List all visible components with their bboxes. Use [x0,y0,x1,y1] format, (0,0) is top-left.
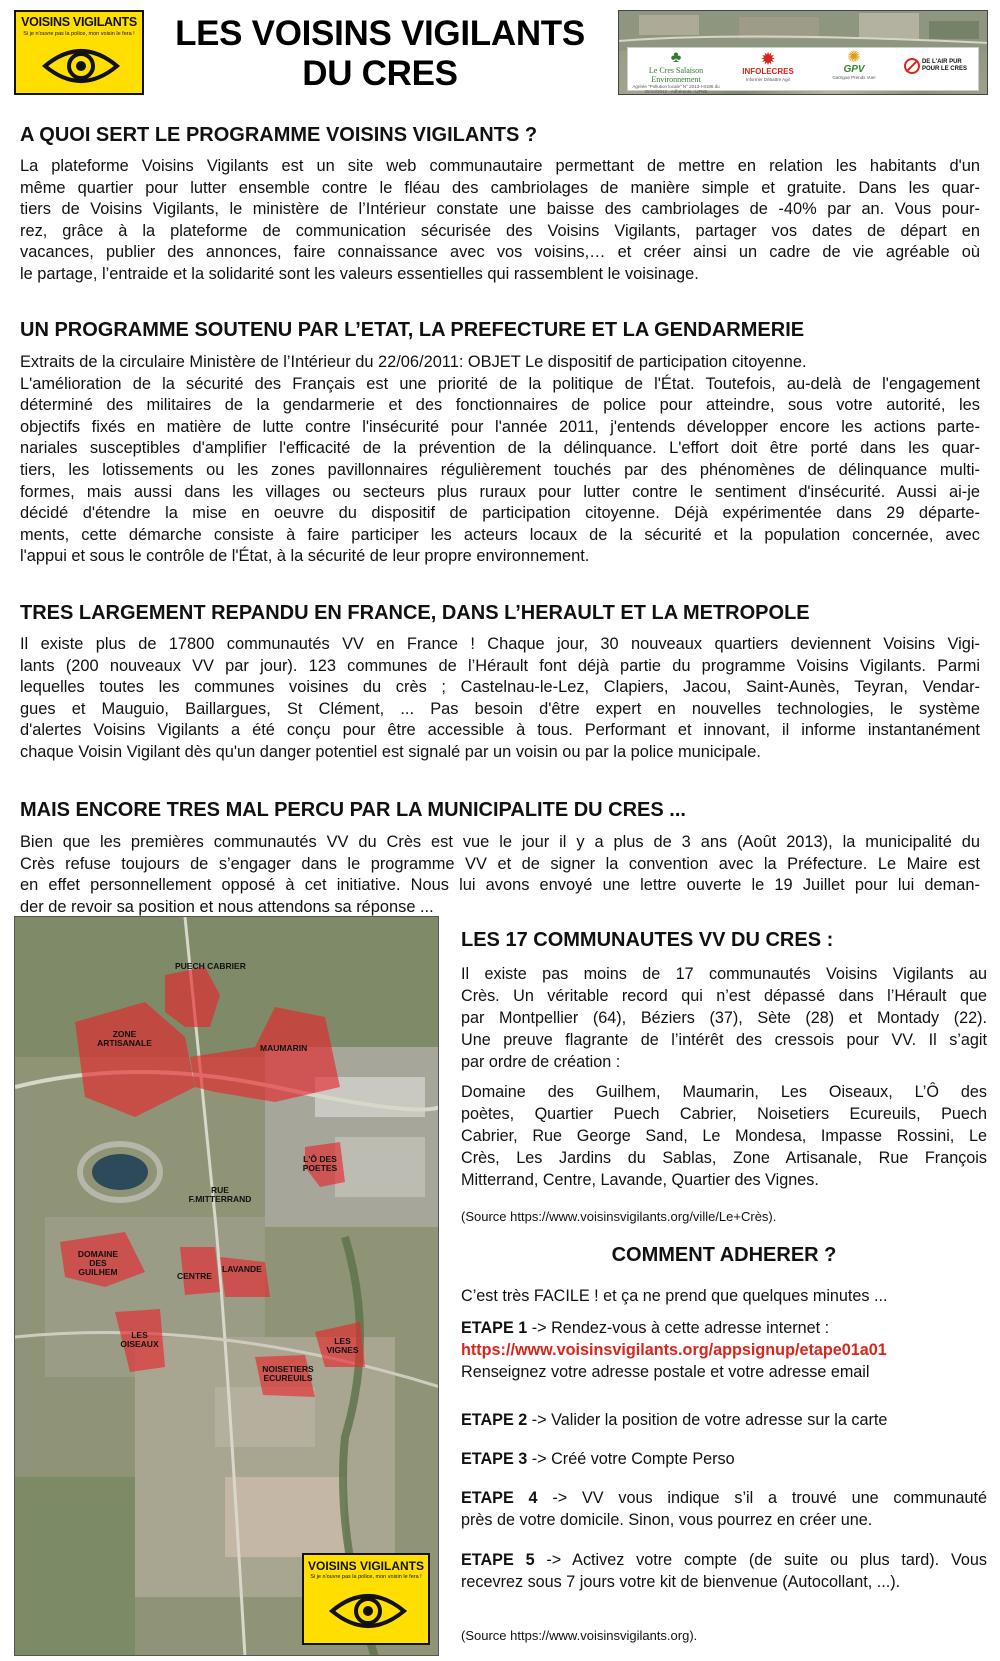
section-heading-spread: TRES LARGEMENT REPANDU EN FRANCE, DANS L’HERAULT ET LA METROPOLE [20,602,810,624]
communities-list-text: Domaine des Guilhem, Maumarin, Les Oiseaux, L’Ô des poètes, Quartier Puech Cabrier, Noisetiers Ecureuils, Puech Cabrier, Rue George Sand, Le Mondesa, Impasse Rossini, Le Crès, Les Jardins du Sablas, Zone Artisanale, Rue François Mitterrand, Centre, Lavande, Quartier des Vignes. [461,1083,987,1189]
step-2: ETAPE 2 -> Valider la position de votre adresse sur la carte [461,1411,888,1429]
zone-label-rue-mitterrand: RUE F.MITTERRAND [188,1185,252,1204]
communities-source: (Source https://www.voisinsvigilants.org/ville/Le+Crès). [461,1209,777,1224]
step-1: ETAPE 1 -> Rendez-vous à cette adresse internet : https://www.voisinsvigilants.org/appsignup/etape01a01 Renseignez votre adresse postale et votre adresse email [461,1317,987,1383]
section-heading-communities: LES 17 COMMUNAUTES VV DU CRES : [461,929,834,951]
partner-logos [627,47,979,94]
zone-label-puech-cabrier: PUECH CABRIER [175,961,246,971]
voisins-vigilants-map-logo: VOISINS VIGILANTS Si je n'ouvre pas la police, mon voisin le fera ! [302,1553,430,1645]
step-5: ETAPE 5 -> Activez votre compte (de suite ou plus tard). Vous recevrez sous 7 jours votre kit de bienvenue (Autocollant, ...). [461,1551,987,1591]
section-heading-purpose: A QUOI SERT LE PROGRAMME VOISINS VIGILANTS ? [20,124,538,146]
title-line-1: LES VOISINS VIGILANTS [175,14,585,53]
join-intro: C’est très FACILE ! et ça ne prend que quelques minutes ... [461,1287,888,1305]
zone-label-les-oiseaux: LES OISEAUX [120,1330,159,1349]
logo-brand: VOISINS VIGILANTS [21,15,137,29]
partner-air-pur: DE L'AIR PUR POUR LE CRES [900,58,976,95]
tree-icon: ♣ [670,49,682,66]
partner-infolecres: ✹ INFOLECRES Informer Débattre Agir [728,50,808,88]
section-heading-join: COMMENT ADHERER ? [611,1244,837,1266]
voisins-vigilants-logo [14,10,144,95]
zone-label-zone-artisanale: ZONE ARTISANALE [97,1029,152,1048]
zone-label-les-vignes: LES VIGNES [326,1336,359,1355]
page-title [150,14,610,94]
no-car-icon [904,58,920,74]
logo-tagline: Si je n'ouvre pas la police, mon voisin le fera ! [23,31,135,37]
communities-aerial-map [14,916,439,1656]
title-line-2: DU CRES [302,54,458,93]
section-purpose-text: La plateforme Voisins Vigilants est un site web communautaire permettant de mettre en relation les habitants d'un même quartier pour lutter ensemble contre le fléau des cambriolages de manière simple et gratuite. Dans les quar- tiers de Voisins Vigilants, le ministère de l’Intérieur constate une baisse des cambriolages de -40% par an. Vous pour- rez, grâce à la plateforme de communication sécurisée des Voisins Vigilants, partager vos dates de départ en vacances, publier des annonces, faire connaissance avec vos voisins,… et créer ainsi un cadre de vie agréable où le partage, l’entraide et la solidarité sont les valeurs essentielles qui rassemblent le voisinage. [20,157,980,283]
zone-label-lavande: LAVANDE [222,1264,262,1274]
aerial-banner-image [618,10,988,95]
section-municipality-text: Bien que les premières communautés VV du Crès est vue le jour il y a plus de 3 ans (Août 2013), la municipalité du Crès refuse toujours de s’engager dans le programme VV et de signer la convention avec la Préfecture. Le Maire est en effet personnellement opposé à cet initiative. Nous lui avons envoyé une lettre ouverte le 19 Juillet pour lui deman- der de revoir sa position et nous attendons sa réponse ... [20,833,980,916]
step-4: ETAPE 4 -> VV vous indique s’il a trouvé une communauté près de votre domicile. Sinon, vous pourrez en créer une. [461,1489,987,1529]
aerial-photo-strip [619,11,988,51]
eye-icon [41,42,121,90]
communities-intro-text: Il existe pas moins de 17 communautés Voisins Vigilants au Crès. Un véritable record qui n’est dépassé dans l’Hérault que par Montpellier (64), Béziers (37), Sète (28) et Montady (22). Une preuve flagrante de l’intérêt des cressois pour VV. Il s’agit par ordre de création : [461,965,987,1071]
zone-label-noisetiers-ecureuils: NOISETIERS ECUREUILS [262,1364,314,1383]
zone-label-maumarin: MAUMARIN [260,1043,308,1053]
step-3: ETAPE 3 -> Créé votre Compte Perso [461,1450,735,1468]
zone-label-o-des-poetes: L'Ô DES POETES [302,1154,338,1173]
eye-icon [328,1587,408,1635]
zone-label-domaine-des-guilhem: DOMAINE DES GUILHEM [77,1249,119,1277]
signup-link[interactable]: https://www.voisinsvigilants.org/appsignup/etape01a01 [461,1341,887,1359]
section-heading-municipality: MAIS ENCORE TRES MAL PERCU PAR LA MUNICIPALITE DU CRES ... [20,799,686,821]
sun-icon: ✺ [847,49,861,66]
sun-icon: ✹ [760,49,776,69]
partner-environnement: ♣ Le Cres Salaison Environnement Agréée "Pollution locale" N° 2013-I-8186 du 25/10/2013 - Adhérente : UFNE [632,49,720,94]
section-spread-text: Il existe plus de 17800 communautés VV en France ! Chaque jour, 30 nouveaux quartiers deviennent Voisins Vigi- lants (200 nouveaux VV par jour). 123 communes de l’Hérault font déjà partie du programme Voisins Vigilants. Parmi lequelles toutes les communes voisines du crès ; Castelnau-le-Lez, Clapiers, Jacou, Saint-Aunès, Teyran, Vendar- gues et Mauguio, Baillargues, St Clément, ... Pas besoin d'être expert en nouvelles technologies, le système d'alertes Voisins Vigilants a été conçu pour être accessible à tous. Performant et innovant, il informe instantanément chaque Voisin Vigilant dès qu'un danger potentiel est signalé par un voisin ou par la police municipale. [20,635,980,761]
section-support-text: Extraits de la circulaire Ministère de l’Intérieur du 22/06/2011: OBJET Le dispositif de participation citoyenne. L'amélioration de la sécurité des Français est une priorité de la politique de l'État. Toutefois, au-delà de l'engagement déterminé des militaires de la gendarmerie et des fonctionnaires de police pour atteindre, sous votre autorité, les objectifs fixés en matière de lutte contre l'insécurité pour l'année 2011, j'entends développer encore les actions parte- nariales susceptibles d'amplifier l'efficacité de la prévention de la délinquance. L'effort doit être porté dans les quar- tiers, les lotissements ou les zones pavillonnaires régulièrement touchés par des phénomènes de délinquance multi- formes, mais aussi dans les villages ou secteurs plus ruraux pour lutter contre le sentiment d'insécurité. Aussi ai-je décidé d'étendre la mise en oeuvre du dispositif de participation citoyenne. Déjà expérimentée dans 29 départe- ments, cette démarche consiste à faire participer les acteurs locaux de la sécurité et la population concernée, avec l'appui et sous le contrôle de l'État, à la sécurité de leur propre environnement. [20,353,980,566]
partner-gpv: ✺ GPV Garrigue Prends Vue! [814,50,894,88]
section-heading-support: UN PROGRAMME SOUTENU PAR L’ETAT, LA PREFECTURE ET LA GENDARMERIE [20,319,805,341]
zone-label-centre: CENTRE [177,1271,212,1281]
aerial-map-background [15,917,439,1656]
join-source: (Source https://www.voisinsvigilants.org). [461,1628,698,1643]
